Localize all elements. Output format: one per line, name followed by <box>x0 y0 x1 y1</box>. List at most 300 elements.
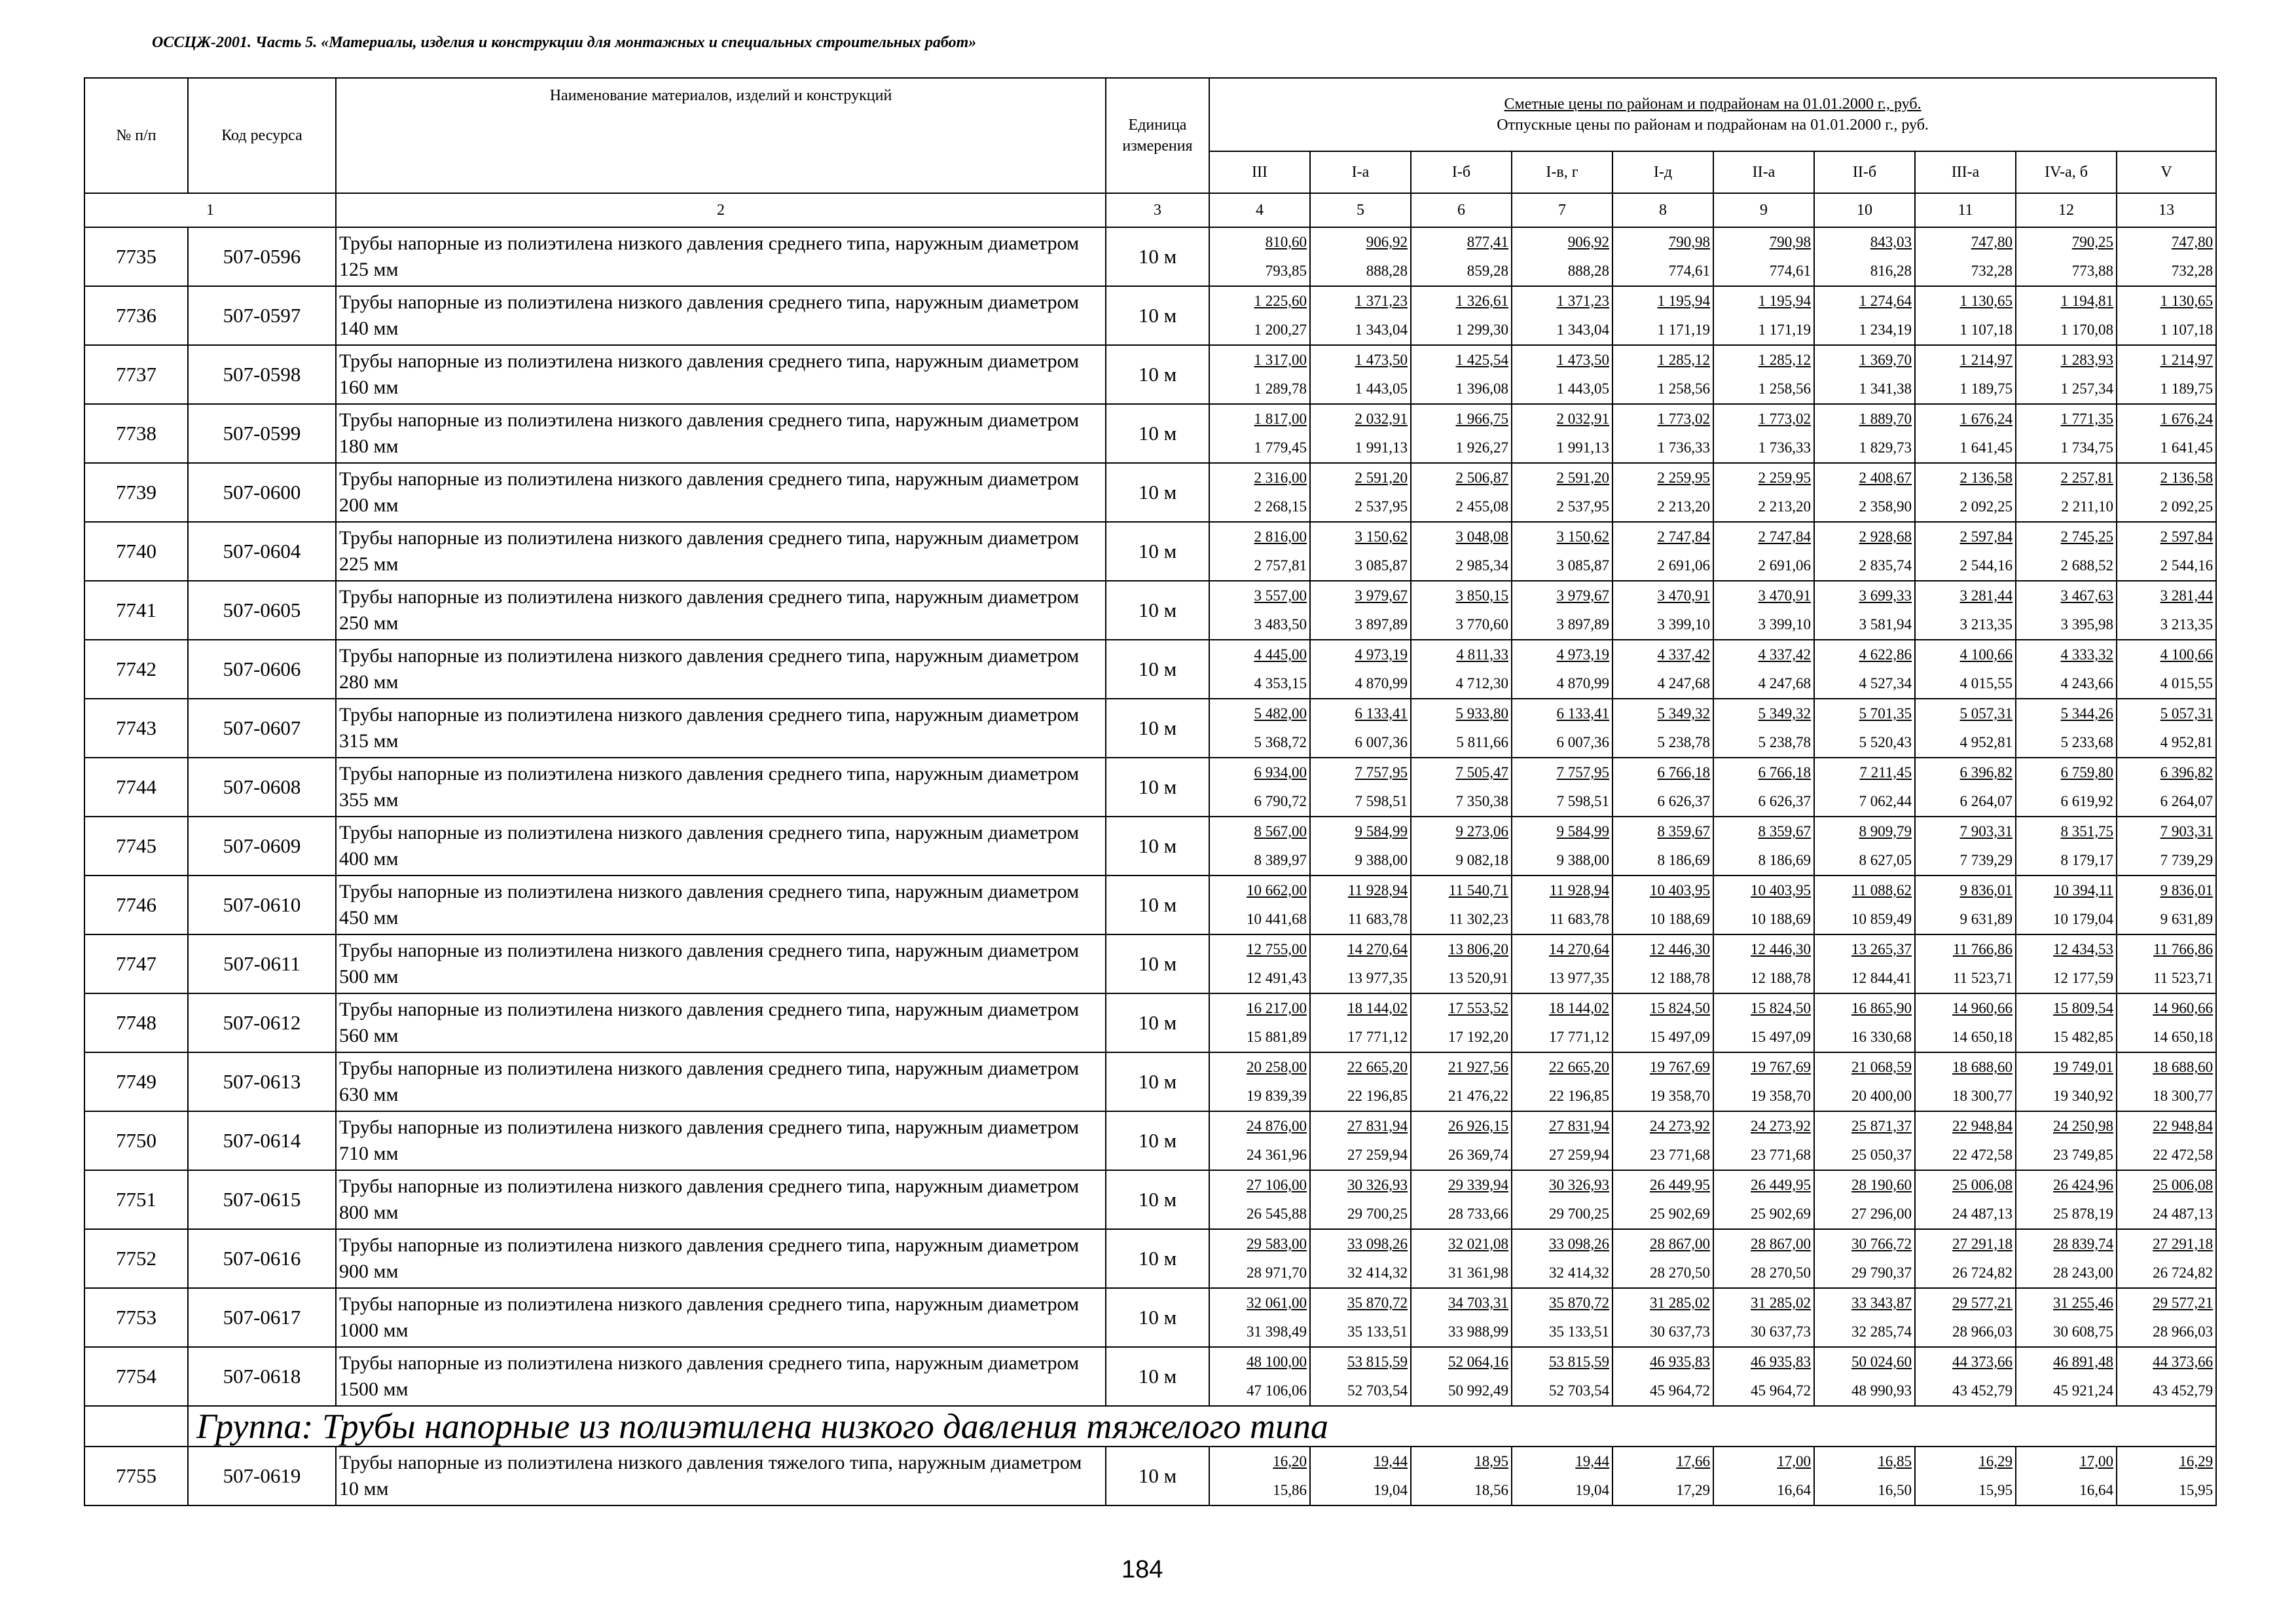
price-cell <box>1411 463 1512 522</box>
estimate-price: 5 057,31 <box>1959 705 2013 722</box>
item-name: Трубы напорные из полиэтилена низкого давления среднего типа, наружным диаметром 160 мм <box>336 345 1106 404</box>
release-price: 1 736,33 <box>1758 439 1811 456</box>
price-cell <box>1512 404 1613 463</box>
unit: 10 м <box>1106 581 1209 640</box>
release-price: 13 520,91 <box>1448 970 1508 986</box>
estimate-price: 2 747,84 <box>1657 528 1710 545</box>
price-cell <box>1713 286 1814 345</box>
price-cell <box>1411 1229 1512 1288</box>
release-price: 774,61 <box>1769 263 1811 279</box>
estimate-price: 46 935,83 <box>1650 1354 1710 1370</box>
table-row <box>84 1052 2216 1111</box>
price-cell <box>1814 1170 1915 1229</box>
region-header: V <box>2117 151 2216 193</box>
row-number: 7741 <box>84 581 188 640</box>
estimate-price: 29 583,00 <box>1247 1236 1307 1252</box>
release-price: 1 443,05 <box>1355 380 1408 397</box>
estimate-price: 747,80 <box>2171 234 2214 250</box>
estimate-price: 16,29 <box>2179 1453 2214 1469</box>
release-price: 10 441,68 <box>1247 911 1307 927</box>
release-price: 10 188,69 <box>1751 911 1811 927</box>
price-cell <box>1613 1052 1713 1111</box>
release-price: 16,50 <box>1878 1482 1912 1498</box>
price-cell <box>1814 463 1915 522</box>
release-price: 43 452,79 <box>2153 1382 2214 1399</box>
estimate-price: 6 396,82 <box>2160 764 2214 781</box>
price-cell <box>1310 758 1411 817</box>
estimate-price: 1 285,12 <box>1657 352 1710 368</box>
price-cell <box>1713 1170 1814 1229</box>
table-row <box>84 581 2216 640</box>
release-price: 4 015,55 <box>1959 675 2013 692</box>
price-cell <box>2016 758 2117 817</box>
unit: 10 м <box>1106 522 1209 581</box>
price-table <box>84 77 2217 1506</box>
release-price: 26 724,82 <box>2153 1264 2214 1281</box>
price-cell <box>1713 817 1814 876</box>
price-cell <box>1411 581 1512 640</box>
estimate-price: 22 665,20 <box>1549 1059 1609 1075</box>
item-name: Трубы напорные из полиэтилена низкого давления среднего типа, наружным диаметром 315 мм <box>336 699 1106 758</box>
release-price: 1 171,19 <box>1758 322 1811 338</box>
estimate-price: 3 979,67 <box>1556 587 1609 604</box>
release-price: 6 619,92 <box>2060 793 2113 809</box>
estimate-price: 21 068,59 <box>1851 1059 1912 1075</box>
estimate-price: 2 506,87 <box>1455 470 1508 486</box>
price-cell <box>1411 876 1512 934</box>
row-number: 7748 <box>84 993 188 1052</box>
release-price: 6 264,07 <box>2160 793 2214 809</box>
estimate-price: 14 960,66 <box>1952 1000 2013 1016</box>
price-cell <box>1613 1111 1713 1170</box>
release-price: 24 361,96 <box>1247 1147 1307 1163</box>
price-cell <box>2117 817 2216 876</box>
price-cell <box>2117 1347 2216 1406</box>
release-price: 1 343,04 <box>1556 322 1609 338</box>
estimate-price: 31 255,46 <box>2053 1295 2113 1311</box>
resource-code: 507-0615 <box>188 1170 336 1229</box>
price-cell <box>1915 699 2016 758</box>
release-price: 4 527,34 <box>1859 675 1912 692</box>
row-number: 7743 <box>84 699 188 758</box>
column-number: 1 <box>84 193 336 227</box>
estimate-price: 6 133,41 <box>1556 705 1609 722</box>
row-number: 7751 <box>84 1170 188 1229</box>
unit: 10 м <box>1106 463 1209 522</box>
release-price: 4 353,15 <box>1254 675 1307 692</box>
release-price: 28 966,03 <box>2153 1323 2214 1340</box>
price-cell <box>1613 522 1713 581</box>
price-cell <box>1915 1111 2016 1170</box>
estimate-price: 4 333,32 <box>2060 646 2113 663</box>
price-cell <box>1713 758 1814 817</box>
price-cell <box>1411 1170 1512 1229</box>
release-price: 1 443,05 <box>1556 380 1609 397</box>
estimate-price: 16,29 <box>1978 1453 2013 1469</box>
estimate-price: 7 757,95 <box>1355 764 1408 781</box>
price-cell <box>1713 993 1814 1052</box>
price-cell <box>1411 522 1512 581</box>
price-cell <box>2117 1229 2216 1288</box>
price-cell <box>1411 1347 1512 1406</box>
estimate-price: 1 317,00 <box>1254 352 1307 368</box>
resource-code: 507-0610 <box>188 876 336 934</box>
release-price: 10 859,49 <box>1851 911 1912 927</box>
price-cell <box>1310 286 1411 345</box>
estimate-price: 11 088,62 <box>1851 882 1912 898</box>
estimate-price: 9 273,06 <box>1455 823 1508 840</box>
estimate-price: 27 291,18 <box>2153 1236 2214 1252</box>
price-cell <box>1613 699 1713 758</box>
estimate-price: 3 470,91 <box>1657 587 1710 604</box>
estimate-price: 29 577,21 <box>2153 1295 2214 1311</box>
price-cell <box>2117 1170 2216 1229</box>
estimate-price: 5 482,00 <box>1254 705 1307 722</box>
estimate-price: 11 928,94 <box>1549 882 1609 898</box>
estimate-price: 1 966,75 <box>1455 411 1508 427</box>
table-row <box>84 404 2216 463</box>
release-price: 1 258,56 <box>1657 380 1710 397</box>
estimate-price: 747,80 <box>1971 234 2013 250</box>
item-name: Трубы напорные из полиэтилена низкого давления среднего типа, наружным диаметром 500 мм <box>336 934 1106 993</box>
release-price: 859,28 <box>1467 263 1508 279</box>
estimate-price: 17,66 <box>1676 1453 1710 1469</box>
price-cell <box>1512 1170 1613 1229</box>
estimate-price: 22 948,84 <box>1952 1118 2013 1134</box>
release-price: 1 926,27 <box>1455 439 1508 456</box>
unit: 10 м <box>1106 758 1209 817</box>
estimate-price: 1 194,81 <box>2060 293 2113 309</box>
estimate-price: 7 757,95 <box>1556 764 1609 781</box>
price-cell <box>2117 286 2216 345</box>
price-cell <box>1713 1288 1814 1347</box>
release-price: 3 897,89 <box>1355 616 1408 633</box>
release-price: 9 388,00 <box>1556 852 1609 868</box>
header-prices-estimate: Сметные цены по районам и подрайонам на 01.01.2000 г., руб. <box>1504 96 1922 113</box>
unit: 10 м <box>1106 345 1209 404</box>
release-price: 6 790,72 <box>1254 793 1307 809</box>
resource-code: 507-0616 <box>188 1229 336 1288</box>
header-prices-release: Отпускные цены по районам и подрайонам на 01.01.2000 г., руб. <box>1497 117 1929 134</box>
item-name: Трубы напорные из полиэтилена низкого давления среднего типа, наружным диаметром 200 мм <box>336 463 1106 522</box>
group-row <box>84 1406 2216 1447</box>
price-cell <box>1310 463 1411 522</box>
release-price: 11 683,78 <box>1549 911 1609 927</box>
estimate-price: 10 662,00 <box>1247 882 1307 898</box>
estimate-price: 25 871,37 <box>1851 1118 1912 1134</box>
estimate-price: 4 337,42 <box>1758 646 1811 663</box>
region-header: I-б <box>1411 151 1512 193</box>
item-name: Трубы напорные из полиэтилена низкого давления среднего типа, наружным диаметром 280 мм <box>336 640 1106 699</box>
release-price: 12 188,78 <box>1650 970 1710 986</box>
price-cell <box>1713 1229 1814 1288</box>
table-row <box>84 876 2216 934</box>
price-cell <box>1209 1111 1310 1170</box>
resource-code: 507-0619 <box>188 1447 336 1505</box>
table-row <box>84 522 2216 581</box>
item-name: Трубы напорные из полиэтилена низкого давления среднего типа, наружным диаметром 180 мм <box>336 404 1106 463</box>
column-number: 5 <box>1310 193 1411 227</box>
estimate-price: 14 270,64 <box>1347 941 1408 957</box>
release-price: 1 107,18 <box>2160 322 2214 338</box>
estimate-price: 32 021,08 <box>1448 1236 1508 1252</box>
price-cell <box>1512 1052 1613 1111</box>
release-price: 5 520,43 <box>1859 734 1912 750</box>
price-cell <box>1613 758 1713 817</box>
estimate-price: 1 676,24 <box>2160 411 2214 427</box>
release-price: 4 870,99 <box>1556 675 1609 692</box>
estimate-price: 906,92 <box>1567 234 1609 250</box>
table-row <box>84 345 2216 404</box>
estimate-price: 52 064,16 <box>1448 1354 1508 1370</box>
release-price: 27 259,94 <box>1549 1147 1609 1163</box>
estimate-price: 17,00 <box>1777 1453 1811 1469</box>
release-price: 11 683,78 <box>1347 911 1408 927</box>
estimate-price: 25 006,08 <box>1952 1177 2013 1193</box>
price-cell <box>2016 1111 2117 1170</box>
price-cell <box>1814 640 1915 699</box>
estimate-price: 1 473,50 <box>1355 352 1408 368</box>
estimate-price: 7 903,31 <box>2160 823 2214 840</box>
price-cell <box>1915 758 2016 817</box>
release-price: 4 247,68 <box>1657 675 1710 692</box>
price-cell <box>2016 581 2117 640</box>
estimate-price: 27 831,94 <box>1549 1118 1609 1134</box>
estimate-price: 3 470,91 <box>1758 587 1811 604</box>
price-cell <box>1713 463 1814 522</box>
price-cell <box>1613 993 1713 1052</box>
estimate-price: 11 540,71 <box>1448 882 1508 898</box>
estimate-price: 1 371,23 <box>1355 293 1408 309</box>
release-price: 2 985,34 <box>1455 557 1508 574</box>
price-cell <box>2117 699 2216 758</box>
row-number: 7744 <box>84 758 188 817</box>
release-price: 2 688,52 <box>2060 557 2113 574</box>
price-cell <box>1713 876 1814 934</box>
release-price: 7 062,44 <box>1859 793 1912 809</box>
header-unit: Единица измерения <box>1106 78 1209 193</box>
price-cell <box>1411 286 1512 345</box>
release-price: 732,28 <box>2171 263 2214 279</box>
price-cell <box>1613 345 1713 404</box>
estimate-price: 28 190,60 <box>1851 1177 1912 1193</box>
release-price: 888,28 <box>1366 263 1408 279</box>
estimate-price: 4 100,66 <box>1959 646 2013 663</box>
release-price: 52 703,54 <box>1549 1382 1609 1399</box>
estimate-price: 1 214,97 <box>2160 352 2214 368</box>
price-cell <box>1310 640 1411 699</box>
estimate-price: 46 891,48 <box>2053 1354 2113 1370</box>
release-price: 6 264,07 <box>1959 793 2013 809</box>
estimate-price: 26 424,96 <box>2053 1177 2113 1193</box>
release-price: 3 085,87 <box>1556 557 1609 574</box>
estimate-price: 50 024,60 <box>1851 1354 1912 1370</box>
table-row <box>84 640 2216 699</box>
price-cell <box>1814 1347 1915 1406</box>
row-number: 7750 <box>84 1111 188 1170</box>
price-cell <box>2117 581 2216 640</box>
price-cell <box>1915 286 2016 345</box>
price-cell <box>1814 227 1915 286</box>
price-cell <box>1814 758 1915 817</box>
item-name: Трубы напорные из полиэтилена низкого давления среднего типа, наружным диаметром 225 мм <box>336 522 1106 581</box>
release-price: 18,56 <box>1474 1482 1508 1498</box>
estimate-price: 33 098,26 <box>1347 1236 1408 1252</box>
release-price: 12 177,59 <box>2053 970 2113 986</box>
estimate-price: 35 870,72 <box>1549 1295 1609 1311</box>
price-cell <box>2016 1052 2117 1111</box>
price-cell <box>1915 876 2016 934</box>
estimate-price: 1 130,65 <box>2160 293 2214 309</box>
price-cell <box>1512 699 1613 758</box>
price-cell <box>1411 345 1512 404</box>
estimate-price: 26 449,95 <box>1650 1177 1710 1193</box>
table-row <box>84 699 2216 758</box>
estimate-price: 5 057,31 <box>2160 705 2214 722</box>
price-cell <box>1915 404 2016 463</box>
price-cell <box>2117 640 2216 699</box>
estimate-price: 8 359,67 <box>1758 823 1811 840</box>
unit: 10 м <box>1106 1229 1209 1288</box>
estimate-price: 17,00 <box>2079 1453 2113 1469</box>
estimate-price: 11 928,94 <box>1347 882 1408 898</box>
release-price: 3 897,89 <box>1556 616 1609 633</box>
item-name: Трубы напорные из полиэтилена низкого давления среднего типа, наружным диаметром 355 мм <box>336 758 1106 817</box>
estimate-price: 1 473,50 <box>1556 352 1609 368</box>
price-cell <box>1310 227 1411 286</box>
table-row <box>84 1170 2216 1229</box>
column-number: 8 <box>1613 193 1713 227</box>
price-cell <box>1310 404 1411 463</box>
row-number: 7736 <box>84 286 188 345</box>
item-name: Трубы напорные из полиэтилена низкого давления среднего типа, наружным диаметром 1500 мм <box>336 1347 1106 1406</box>
page-number: 184 <box>1121 1556 1163 1583</box>
release-price: 6 626,37 <box>1758 793 1811 809</box>
estimate-price: 18,95 <box>1474 1453 1508 1469</box>
row-number: 7746 <box>84 876 188 934</box>
resource-code: 507-0609 <box>188 817 336 876</box>
release-price: 18 300,77 <box>1952 1088 2013 1104</box>
item-name: Трубы напорные из полиэтилена низкого давления среднего типа, наружным диаметром 450 мм <box>336 876 1106 934</box>
price-cell <box>2016 1170 2117 1229</box>
release-price: 3 581,94 <box>1859 616 1912 633</box>
resource-code: 507-0607 <box>188 699 336 758</box>
table-row <box>84 1111 2216 1170</box>
release-price: 1 396,08 <box>1455 380 1508 397</box>
price-cell <box>1310 1447 1411 1505</box>
estimate-price: 1 425,54 <box>1455 352 1508 368</box>
release-price: 1 343,04 <box>1355 322 1408 338</box>
estimate-price: 10 403,95 <box>1751 882 1811 898</box>
estimate-price: 1 283,93 <box>2060 352 2113 368</box>
estimate-price: 30 766,72 <box>1851 1236 1912 1252</box>
price-cell <box>1613 1170 1713 1229</box>
estimate-price: 3 850,15 <box>1455 587 1508 604</box>
estimate-price: 790,98 <box>1668 234 1710 250</box>
price-cell <box>1512 758 1613 817</box>
estimate-price: 2 136,58 <box>1959 470 2013 486</box>
price-cell <box>2016 1447 2117 1505</box>
release-price: 1 171,19 <box>1657 322 1710 338</box>
resource-code: 507-0611 <box>188 934 336 993</box>
release-price: 22 196,85 <box>1347 1088 1408 1104</box>
price-cell <box>1613 817 1713 876</box>
estimate-price: 24 273,92 <box>1650 1118 1710 1134</box>
unit: 10 м <box>1106 404 1209 463</box>
estimate-price: 2 136,58 <box>2160 470 2214 486</box>
release-price: 3 399,10 <box>1758 616 1811 633</box>
estimate-price: 1 225,60 <box>1254 293 1307 309</box>
release-price: 2 537,95 <box>1355 498 1408 515</box>
price-cell <box>2016 1229 2117 1288</box>
column-number: 12 <box>2016 193 2117 227</box>
unit: 10 м <box>1106 1288 1209 1347</box>
release-price: 9 082,18 <box>1455 852 1508 868</box>
estimate-price: 3 979,67 <box>1355 587 1408 604</box>
estimate-price: 16 217,00 <box>1247 1000 1307 1016</box>
price-cell <box>1613 1347 1713 1406</box>
release-price: 8 186,69 <box>1758 852 1811 868</box>
price-cell <box>2016 286 2117 345</box>
release-price: 816,28 <box>1870 263 1912 279</box>
release-price: 28 966,03 <box>1952 1323 2013 1340</box>
estimate-price: 1 371,23 <box>1556 293 1609 309</box>
price-cell <box>1814 817 1915 876</box>
estimate-price: 2 259,95 <box>1657 470 1710 486</box>
estimate-price: 18 144,02 <box>1347 1000 1408 1016</box>
column-number: 13 <box>2117 193 2216 227</box>
unit: 10 м <box>1106 817 1209 876</box>
release-price: 3 085,87 <box>1355 557 1408 574</box>
price-cell <box>1209 758 1310 817</box>
row-number: 7747 <box>84 934 188 993</box>
estimate-price: 4 445,00 <box>1254 646 1307 663</box>
item-name: Трубы напорные из полиэтилена низкого давления среднего типа, наружным диаметром 900 мм <box>336 1229 1106 1288</box>
estimate-price: 18 688,60 <box>1952 1059 2013 1075</box>
estimate-price: 906,92 <box>1366 234 1408 250</box>
price-cell <box>1713 404 1814 463</box>
price-cell <box>1512 345 1613 404</box>
release-price: 15 482,85 <box>2053 1029 2113 1045</box>
estimate-price: 27 291,18 <box>1952 1236 2013 1252</box>
resource-code: 507-0618 <box>188 1347 336 1406</box>
estimate-price: 15 824,50 <box>1751 1000 1811 1016</box>
resource-code: 507-0597 <box>188 286 336 345</box>
price-cell <box>1411 1052 1512 1111</box>
price-cell <box>2016 934 2117 993</box>
estimate-price: 7 505,47 <box>1455 764 1508 781</box>
estimate-price: 33 098,26 <box>1549 1236 1609 1252</box>
release-price: 5 233,68 <box>2060 734 2113 750</box>
release-price: 15 497,09 <box>1751 1029 1811 1045</box>
estimate-price: 1 130,65 <box>1959 293 2013 309</box>
price-cell <box>1613 876 1713 934</box>
unit: 10 м <box>1106 699 1209 758</box>
estimate-price: 17 553,52 <box>1448 1000 1508 1016</box>
estimate-price: 810,60 <box>1265 234 1307 250</box>
estimate-price: 790,25 <box>2071 234 2113 250</box>
estimate-price: 29 577,21 <box>1952 1295 2013 1311</box>
release-price: 1 234,19 <box>1859 322 1912 338</box>
release-price: 12 188,78 <box>1751 970 1811 986</box>
item-name: Трубы напорные из полиэтилена низкого давления среднего типа, наружным диаметром 710 мм <box>336 1111 1106 1170</box>
group-title: Группа: Трубы напорные из полиэтилена низкого давления тяжелого типа <box>188 1406 2216 1447</box>
release-price: 1 641,45 <box>2160 439 2214 456</box>
estimate-price: 1 773,02 <box>1657 411 1710 427</box>
release-price: 2 213,20 <box>1758 498 1811 515</box>
estimate-price: 8 567,00 <box>1254 823 1307 840</box>
estimate-price: 4 622,86 <box>1859 646 1912 663</box>
